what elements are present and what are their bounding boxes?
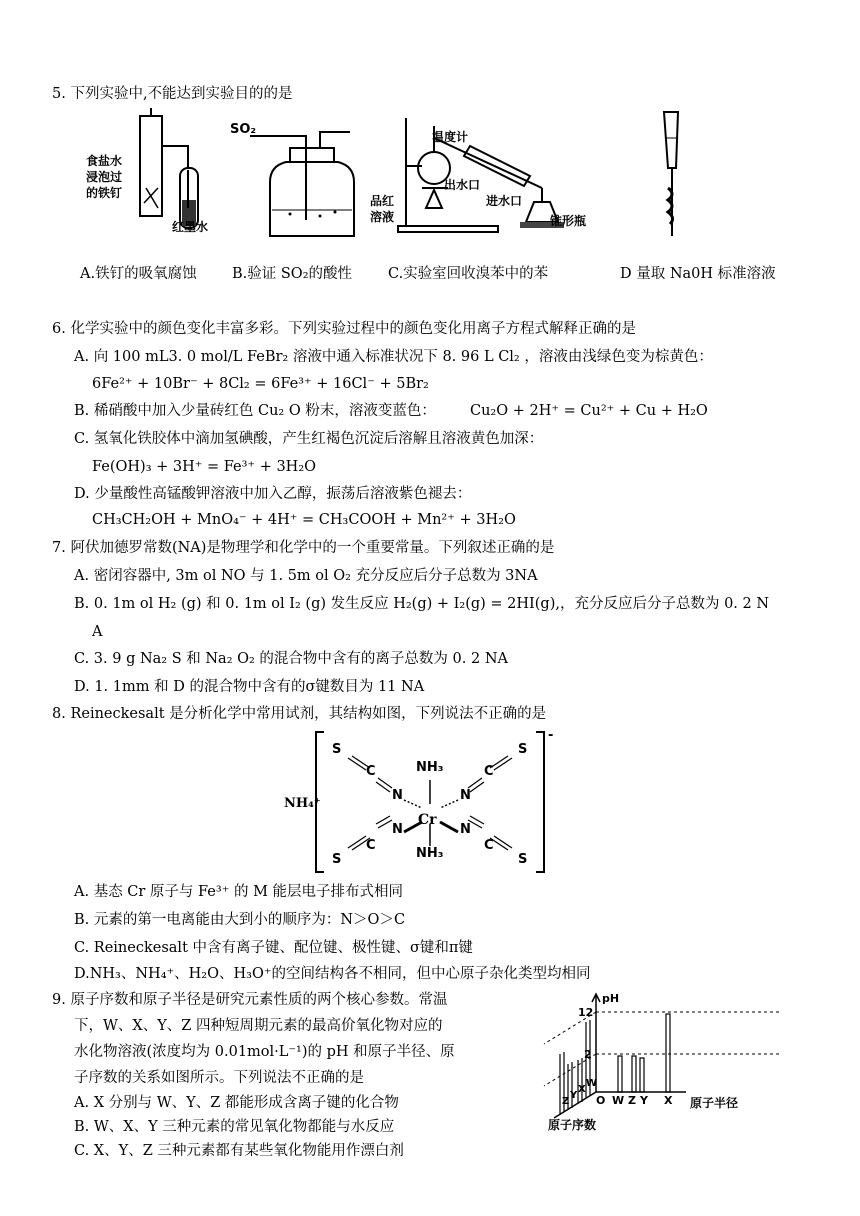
chart-x-letter-y: Y — [640, 1094, 648, 1107]
q5-option-b[interactable]: B.验证 SO₂的酸性 — [232, 266, 353, 282]
chart-y-tick-2: 2 — [584, 1048, 592, 1061]
label-nail: 的铁钉 — [86, 186, 123, 200]
burette-icon — [648, 108, 708, 248]
q5-option-d[interactable]: D 量取 Na0H 标准溶液 — [620, 266, 776, 282]
q9-chart — [540, 992, 810, 1132]
q6-option-a[interactable]: A. 向 100 mL3. 0 mol/L FeBr₂ 溶液中通入标准状况下 8. 96 L Cl₂ ，溶液由浅绿色变为棕黄色： — [74, 349, 713, 365]
q9-option-b[interactable]: B. W、X、Y 三种元素的常见氧化物都能与水反应 — [74, 1119, 395, 1135]
q8-option-a[interactable]: A. 基态 Cr 原子与 Fe³⁺ 的 M 能层电子排布式相同 — [74, 884, 404, 900]
q9-option-a[interactable]: A. X 分别与 W、Y、Z 都能形成含离子键的化合物 — [74, 1095, 399, 1111]
struct-n1: N — [392, 788, 403, 803]
chart-origin: O — [596, 1094, 606, 1107]
q7-stem: 7. 阿伏加德罗常数(NA)是物理学和化学中的一个重要常量。下列叙述正确的是 — [52, 540, 555, 556]
q9-line-4: 子序数的关系如图所示。下列说法不正确的是 — [74, 1070, 364, 1086]
struct-n4: N — [460, 822, 471, 837]
q8-stem: 8. Reineckesalt 是分析化学中常用试剂，其结构如图，下列说法不正确的是 — [52, 706, 547, 722]
struct-n3: N — [392, 822, 403, 837]
chart-z-letter-y: Y — [570, 1090, 578, 1101]
chart-y-tick-12: 12 — [578, 1006, 594, 1019]
struct-ammonium: NH₄⁺ — [284, 796, 321, 811]
struct-c2: C — [484, 764, 494, 779]
q7-option-c[interactable]: C. 3. 9 g Na₂ S 和 Na₂ O₂ 的混合物中含有的离子总数为 0. 2 NA — [74, 651, 508, 667]
label-flask: 锥形瓶 — [550, 214, 587, 228]
q6-equation-b: Cu₂O + 2H⁺ = Cu²⁺ + Cu + H₂O — [470, 403, 708, 419]
chart-z-letter-w: W — [586, 1078, 598, 1089]
struct-s3: S — [332, 852, 342, 867]
struct-c3: C — [366, 838, 376, 853]
label-solution: 溶液 — [370, 210, 395, 224]
q8-option-d[interactable]: D.NH₃、NH₄⁺、H₂O、H₃O⁺的空间结构各不相同，但中心原子杂化类型均相同 — [74, 966, 591, 982]
q9-option-c[interactable]: C. X、Y、Z 三种元素都有某些氧化物能用作漂白剂 — [74, 1143, 404, 1159]
q7-option-a[interactable]: A. 密闭容器中, 3m ol NO 与 1. 5m ol O₂ 充分反应后分子总数为 3NA — [74, 568, 538, 584]
struct-n2: N — [460, 788, 471, 803]
struct-c4: C — [484, 838, 494, 853]
q6-equation-d: CH₃CH₂OH + MnO₄⁻ + 4H⁺ = CH₃COOH + Mn²⁺ + 3H₂O — [92, 512, 516, 528]
q5-stem: 5. 下列实验中,不能达到实验目的的是 — [52, 86, 293, 102]
q7-option-d[interactable]: D. 1. 1mm 和 D 的混合物中含有的σ键数目为 11 NA — [74, 679, 425, 695]
struct-c1: C — [366, 764, 376, 779]
q8-option-b[interactable]: B. 元素的第一电离能由大到小的顺序为：N＞O＞C — [74, 912, 406, 928]
q9-line-1: 9. 原子序数和原子半径是研究元素性质的两个核心参数。常温 — [52, 992, 448, 1008]
chart-x-letter-w: W — [612, 1094, 625, 1107]
label-thermometer: 温度计 — [432, 130, 469, 144]
chart-x-axis-label: 原子半径 — [690, 1096, 739, 1110]
label-water-out: 出水口 — [444, 178, 481, 192]
q5-option-a[interactable]: A.铁钉的吸氧腐蚀 — [80, 266, 197, 282]
q6-option-d[interactable]: D. 少量酸性高锰酸钾溶液中加入乙醇，振荡后溶液紫色褪去： — [74, 486, 472, 502]
label-salt: 食盐水 — [86, 154, 123, 168]
reinecke-structure — [280, 728, 580, 876]
label-water-in: 进水口 — [486, 194, 523, 208]
q7-option-b-wrap: A — [92, 624, 103, 640]
label-so2: SO₂ — [230, 122, 257, 137]
chart-z-letter-x: X — [578, 1084, 586, 1095]
q5-figure — [80, 108, 800, 248]
q6-option-c[interactable]: C. 氢氧化铁胶体中滴加氢碘酸，产生红褐色沉淀后溶解且溶液黄色加深： — [74, 431, 544, 447]
struct-charge: - — [548, 728, 554, 743]
q9-line-3: 水化物溶液(浓度均为 0.01mol·L⁻¹)的 pH 和原子半径、原 — [74, 1044, 455, 1060]
chart-z-letter-z: Z — [562, 1096, 570, 1107]
label-ink: 红墨水 — [172, 220, 209, 234]
label-soak: 浸泡过 — [86, 170, 123, 184]
q8-option-c[interactable]: C. Reineckesalt 中含有离子键、配位键、极性键、σ键和π键 — [74, 940, 473, 956]
q7-option-b[interactable]: B. 0. 1m ol H₂ (g) 和 0. 1m ol I₂ (g) 发生反应 H₂(g) + I₂(g) = 2HI(g),，充分反应后分子总数为 0. 2 N — [74, 596, 770, 612]
struct-s1: S — [332, 742, 342, 757]
label-magenta: 品红 — [370, 194, 395, 208]
chart-z-axis-label: 原子序数 — [548, 1118, 597, 1132]
struct-nh3-top: NH₃ — [416, 760, 444, 775]
struct-nh3-bottom: NH₃ — [416, 846, 444, 861]
chart-x-letter-z: Z — [628, 1094, 636, 1107]
q6-equation-c: Fe(OH)₃ + 3H⁺ = Fe³⁺ + 3H₂O — [92, 459, 317, 475]
struct-s4: S — [518, 852, 528, 867]
q6-equation-a: 6Fe²⁺ + 10Br⁻ + 8Cl₂ = 6Fe³⁺ + 16Cl⁻ + 5Br₂ — [92, 376, 429, 392]
q5-option-c[interactable]: C.实验室回收溴苯中的苯 — [388, 266, 549, 282]
chart-x-letter-x: X — [664, 1094, 673, 1107]
q6-option-b[interactable]: B. 稀硝酸中加入少量砖红色 Cu₂ O 粉末，溶液变蓝色： — [74, 403, 436, 419]
chart-y-axis-label: pH — [602, 992, 620, 1005]
q6-stem: 6. 化学实验中的颜色变化丰富多彩。下列实验过程中的颜色变化用离子方程式解释正确的是 — [52, 321, 636, 337]
q9-line-2: 下，W、X、Y、Z 四种短周期元素的最高价氧化物对应的 — [74, 1018, 443, 1034]
struct-center-cr: Cr — [418, 812, 437, 828]
struct-s2: S — [518, 742, 528, 757]
